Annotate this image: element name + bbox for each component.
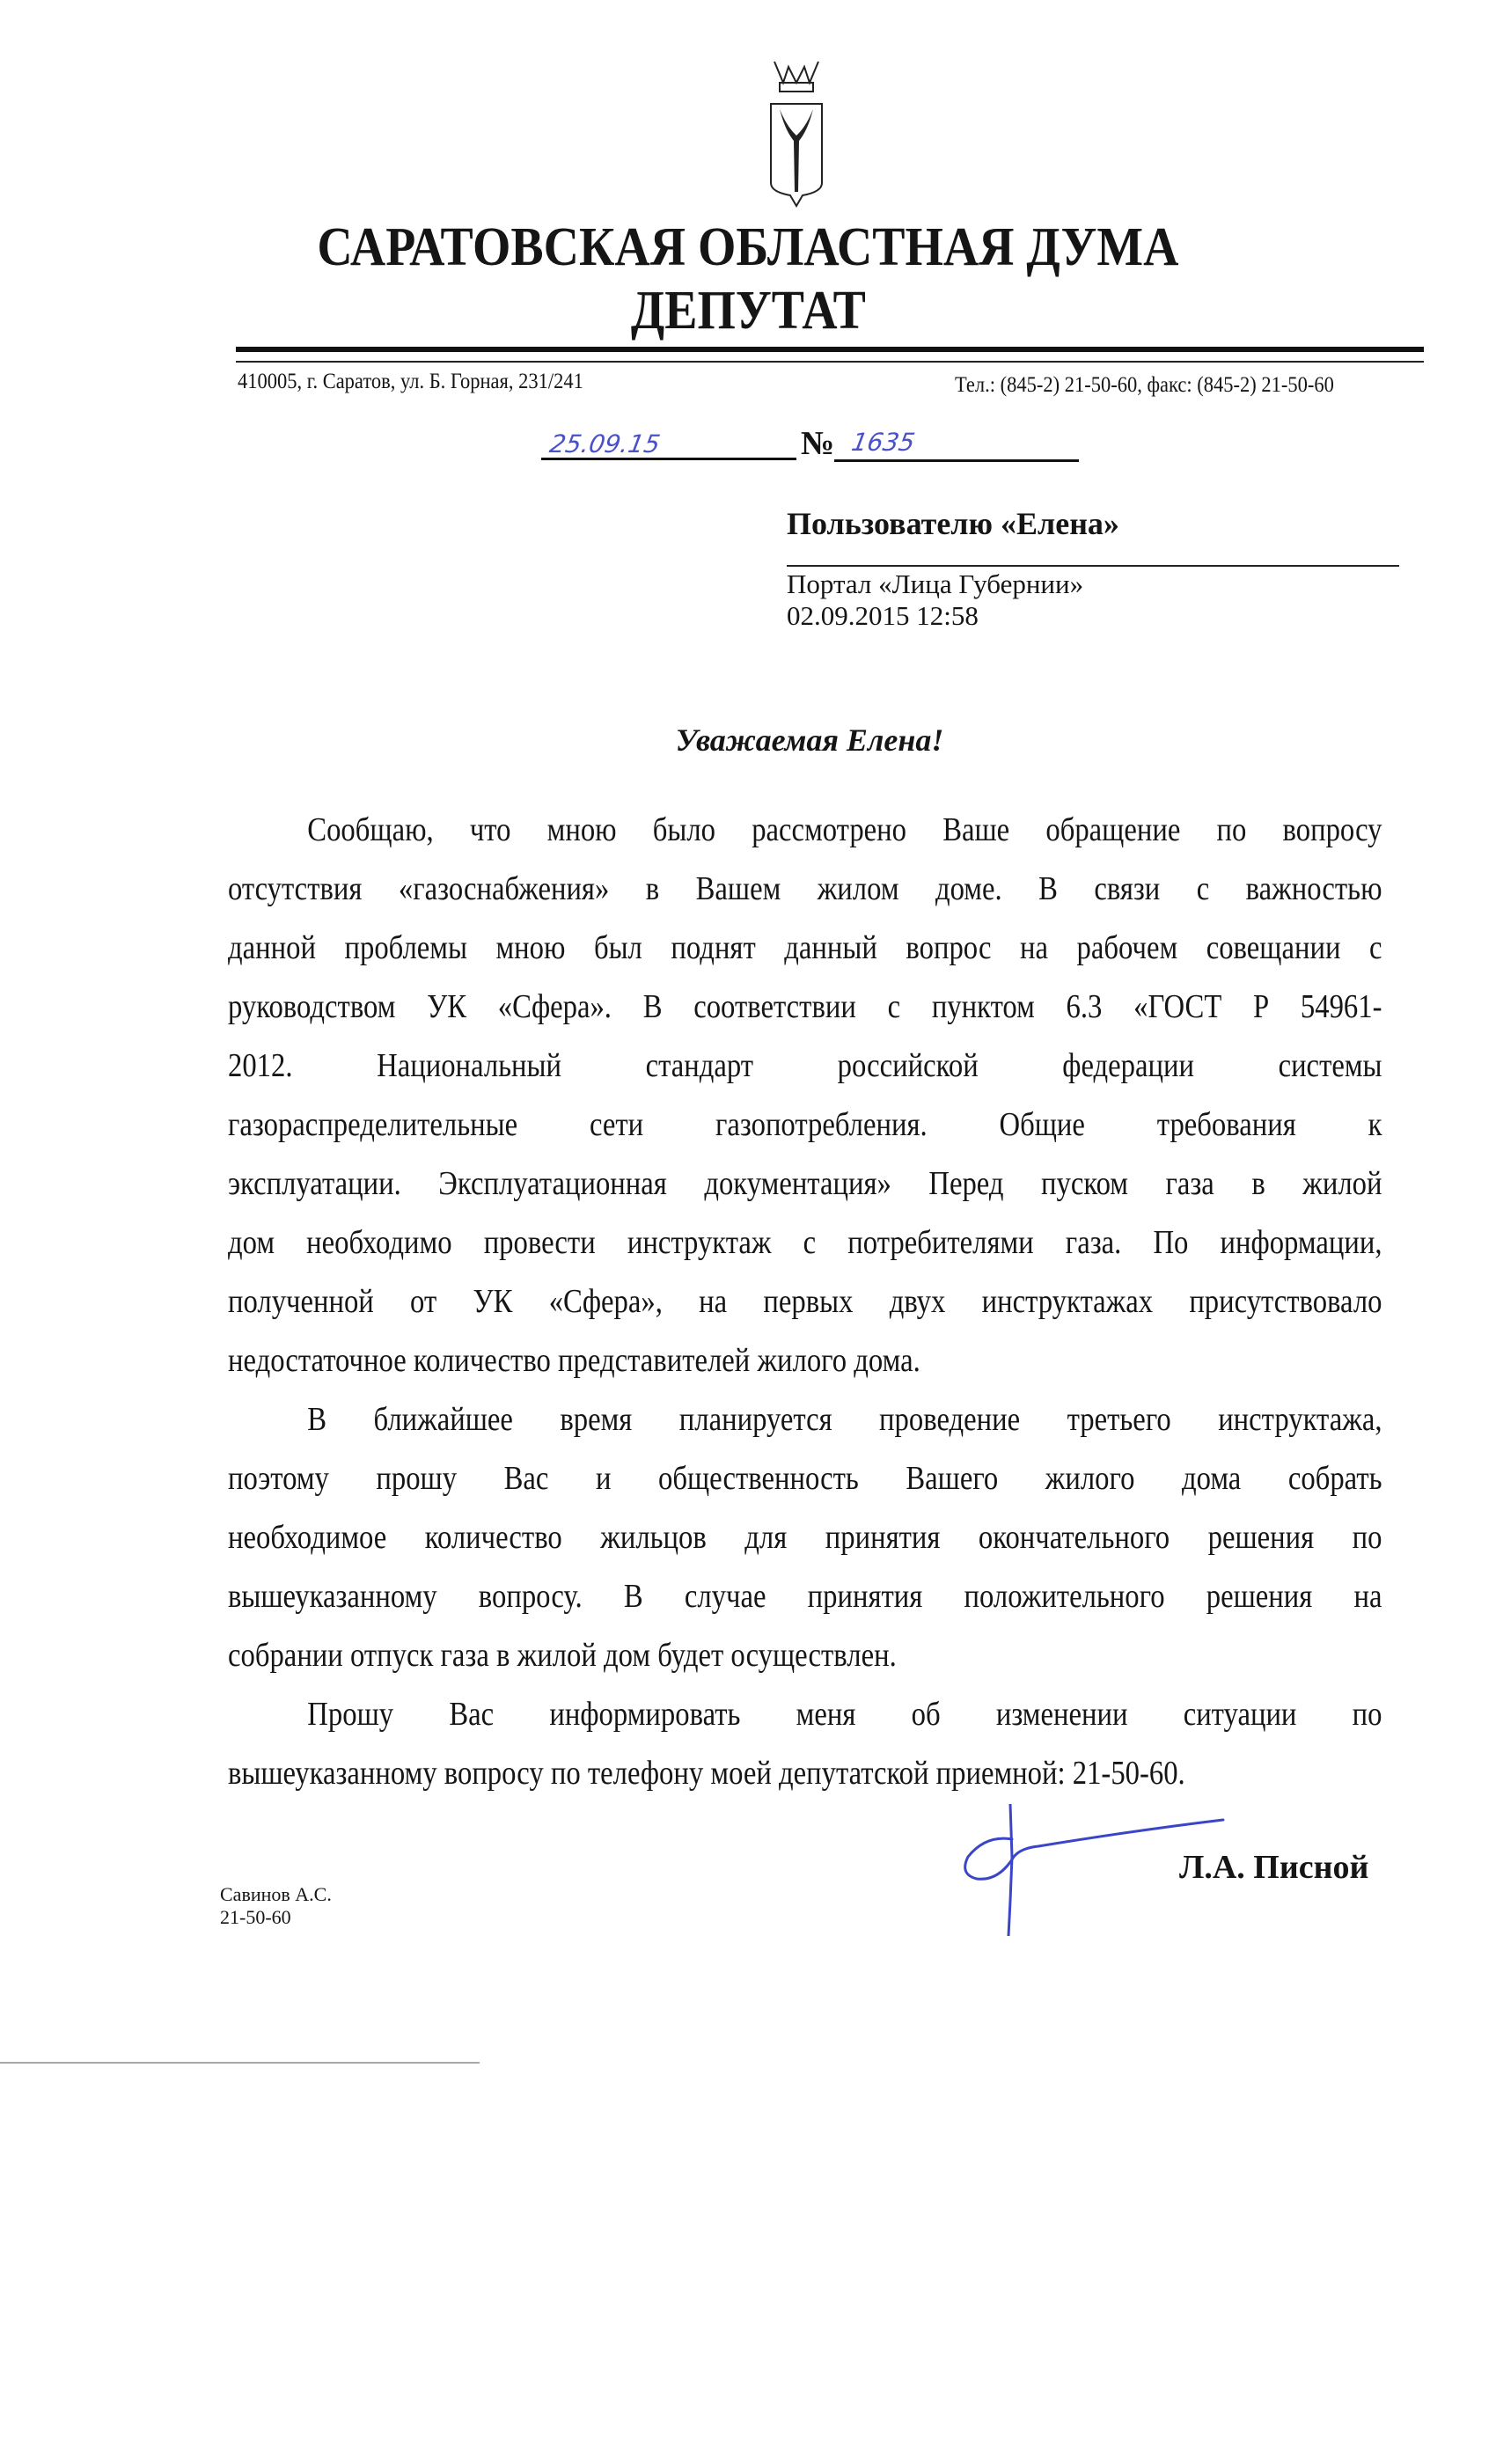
text-line: необходимое количество жильцов для принятия окончательного решения по <box>228 1519 1382 1556</box>
text-line: отсутствия «газоснабжения» в Вашем жилом доме. В связи с важностью <box>228 870 1382 907</box>
header-divider-thick <box>236 347 1424 352</box>
greeting: Уважаемая Елена! <box>675 722 944 758</box>
text-line: поэтому прошу Вас и общественность Вашего жилого дома собрать <box>228 1460 1382 1497</box>
text-line: вышеуказанному вопросу по телефону моей депутатской приемной: 21-50-60. <box>228 1755 1185 1792</box>
address: 410005, г. Саратов, ул. Б. Горная, 231/241 <box>238 370 583 393</box>
text-line: газораспределительные сети газопотребления. Общие требования к <box>228 1106 1382 1143</box>
text-line: Сообщаю, что мною было рассмотрено Ваше обращение по вопросу <box>307 811 1382 848</box>
recipient-datetime: 02.09.2015 12:58 <box>787 600 979 631</box>
number-sign: № <box>801 425 835 462</box>
coat-of-arms-emblem <box>767 60 825 208</box>
registration-number: 1635 <box>849 428 918 457</box>
text-line: данной проблемы мною был поднят данный вопрос на рабочем совещании с <box>228 929 1382 966</box>
paragraph-2 <box>228 1390 1496 1685</box>
recipient-source: Портал «Лица Губернии» <box>787 568 1084 599</box>
position-title: ДЕПУТАТ <box>630 281 866 341</box>
text-line: руководством УК «Сфера». В соответствии с пунктом 6.3 «ГОСТ Р 54961- <box>228 988 1382 1025</box>
organization-title: САРАТОВСКАЯ ОБЛАСТНАЯ ДУМА <box>317 217 1179 277</box>
recipient-underline <box>787 565 1399 567</box>
paragraph-3 <box>228 1685 1496 1803</box>
executor-info <box>220 1883 332 1929</box>
text-line: недостаточное количество представителей жилого дома. <box>228 1342 920 1379</box>
signatory-name: Л.А. Писной <box>1179 1849 1369 1886</box>
executor-name: Савинов А.С. <box>220 1883 332 1905</box>
header-divider-thin <box>236 361 1424 363</box>
registration-date: 25.09.15 <box>547 429 663 458</box>
text-line: эксплуатации. Эксплуатационная документация» Перед пуском газа в жилой <box>228 1165 1382 1202</box>
text-line: 2012. Национальный стандарт российской федерации системы <box>228 1047 1382 1084</box>
text-line: Прошу Вас информировать меня об изменении ситуации по <box>307 1696 1382 1733</box>
executor-phone: 21-50-60 <box>220 1906 291 1928</box>
recipient-name: Пользователю «Елена» <box>787 506 1119 541</box>
text-line: собрании отпуск газа в жилой дом будет осуществлен. <box>228 1637 897 1674</box>
text-line: вышеуказанному вопросу. В случае принятия положительного решения на <box>228 1578 1382 1615</box>
text-line: В ближайшее время планируется проведение третьего инструктажа, <box>307 1401 1382 1438</box>
text-line: дом необходимо провести инструктаж с потребителями газа. По информации, <box>228 1224 1382 1261</box>
paragraph-1 <box>228 801 1496 1390</box>
scan-page-edge <box>0 2062 480 2064</box>
text-line: полученной от УК «Сфера», на первых двух инструктажах присутствовало <box>228 1283 1382 1320</box>
letter-body <box>228 801 1496 1803</box>
number-blank <box>834 459 1079 462</box>
contacts: Тел.: (845-2) 21-50-60, факс: (845-2) 21-50-60 <box>955 373 1334 397</box>
